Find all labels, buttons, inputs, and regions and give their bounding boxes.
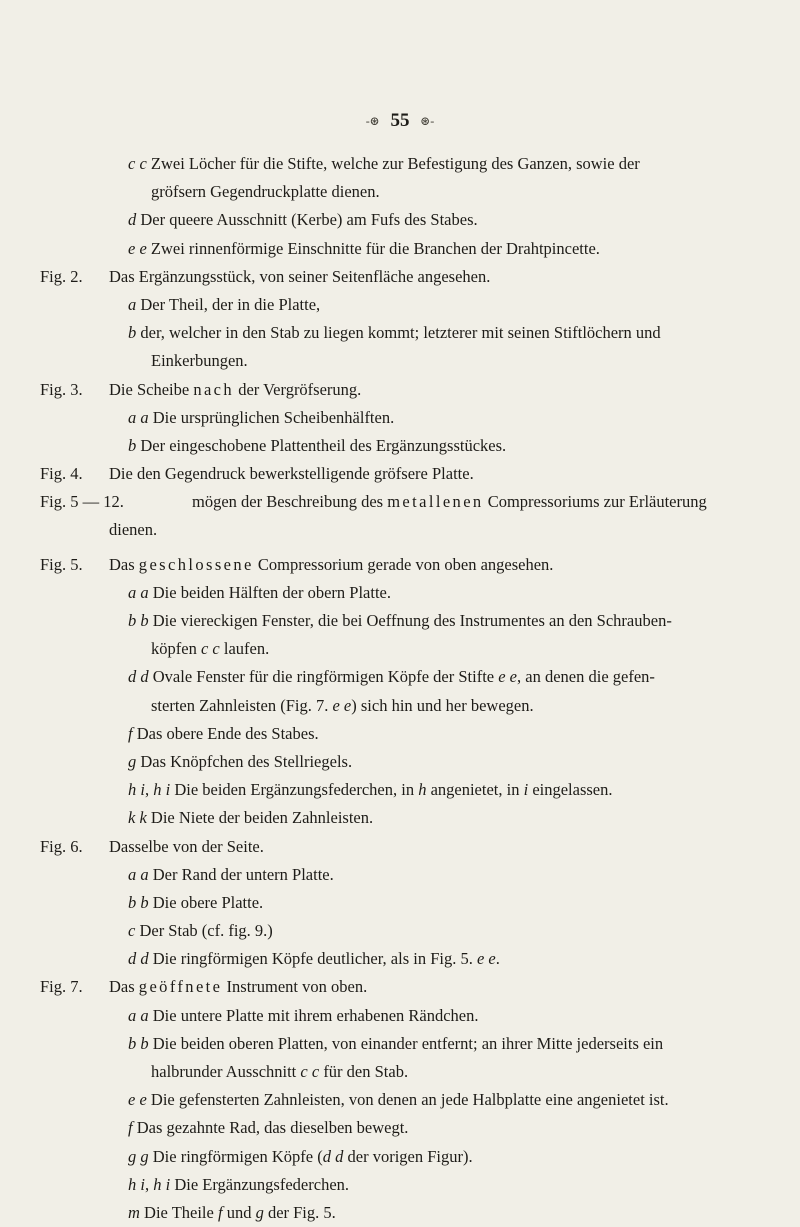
text-run: Das obere Ende des Stabes. (132, 723, 319, 743)
text-line (0, 579, 800, 607)
line-text (128, 1114, 408, 1142)
text-line (0, 516, 800, 544)
line-text (128, 1171, 349, 1199)
text-run: Die ringförmigen Köpfe deutlicher, als in Fig. 5. (148, 949, 477, 969)
line-text (128, 945, 500, 973)
reference-letter: b (128, 323, 137, 343)
line-text (128, 776, 613, 804)
text-run: Das (109, 554, 139, 574)
text-line (0, 1199, 800, 1227)
text-run: Der eingeschobene Plattentheil des Ergänzungsstückes. (136, 435, 507, 455)
line-text (192, 488, 707, 516)
text-line (0, 404, 800, 432)
line-text (128, 720, 319, 748)
reference-letter: b (128, 435, 137, 455)
reference-letter: e e (332, 695, 352, 715)
text-run: Instrument von oben. (222, 977, 368, 997)
line-text (128, 1086, 669, 1114)
line-text (109, 263, 490, 291)
line-text (128, 235, 600, 263)
line-text (151, 635, 269, 663)
page-header (0, 110, 800, 132)
text-run: Die beiden oberen Platten, von einander entfernt; an ihrer Mitte jederseits ein (148, 1033, 664, 1053)
text-line (0, 1058, 800, 1086)
text-run: Compressorium gerade von oben angesehen. (253, 554, 554, 574)
line-text (151, 1058, 408, 1086)
text-run: Die den Gegendruck bewerkstelligende gröfsere Platte. (109, 464, 474, 484)
text-run: ) sich hin und her bewegen. (351, 695, 534, 715)
text-line (0, 1002, 800, 1030)
text-run: Die Scheibe (109, 379, 194, 399)
line-text (128, 917, 273, 945)
reference-letter: h i (128, 1174, 145, 1194)
line-text (109, 516, 157, 544)
reference-letter: d d (128, 667, 149, 687)
text-run: dienen. (109, 520, 158, 540)
line-text (128, 291, 320, 319)
text-run: Compressoriums zur Erläuterung (483, 492, 707, 512)
reference-letter: c (128, 921, 136, 941)
text-line (0, 347, 800, 375)
reference-letter: e e (128, 238, 147, 258)
line-text (128, 1002, 479, 1030)
text-run: Die obere Platte. (148, 892, 264, 912)
reference-letter: a a (128, 864, 149, 884)
reference-letter: h i (128, 780, 145, 800)
reference-letter: g (255, 1202, 264, 1222)
text-run: Der Rand der untern Platte. (148, 864, 334, 884)
line-text (128, 748, 352, 776)
line-text (109, 973, 367, 1001)
reference-letter: h i (153, 780, 171, 800)
reference-letter: h (418, 780, 427, 800)
reference-letter: m (128, 1202, 140, 1222)
text-run: Die untere Platte mit ihrem erhabenen Rändchen. (148, 1005, 479, 1025)
text-line (0, 833, 800, 861)
reference-letter: c c (300, 1062, 320, 1081)
text-run: Der Theil, der in die Platte, (136, 294, 321, 314)
text-run: der vorigen Figur). (343, 1146, 473, 1166)
text-line (0, 917, 800, 945)
line-text (128, 404, 394, 432)
text-line (0, 376, 800, 404)
text-run: Die beiden Ergänzungsfederchen, in (170, 780, 419, 800)
reference-letter: g g (128, 1146, 149, 1166)
line-text (128, 432, 506, 460)
line-text (128, 1030, 663, 1058)
line-text (128, 206, 478, 234)
text-line (0, 1030, 800, 1058)
text-run: Die ringförmigen Köpfe ( (148, 1146, 323, 1166)
reference-letter: a (128, 294, 137, 314)
text-run: Die Niete der beiden Zahnleisten. (146, 808, 374, 828)
reference-letter: f (128, 723, 133, 743)
line-text (128, 607, 672, 635)
text-line (0, 319, 800, 347)
text-line (0, 1143, 800, 1171)
reference-letter: b b (128, 1033, 149, 1053)
text-line (0, 748, 800, 776)
text-run: laufen. (219, 639, 270, 659)
page-number: 55 (390, 110, 410, 131)
text-run: Das gezahnte Rad, das dieselben bewegt. (132, 1118, 409, 1138)
text-line (0, 1114, 800, 1142)
text-run: . (495, 949, 500, 969)
text-run: Die ursprünglichen Scheibenhälften. (148, 407, 395, 427)
text-run: eingelassen. (528, 780, 613, 800)
reference-letter: h i (153, 1174, 171, 1194)
text-line (0, 291, 800, 319)
reference-letter: g (128, 751, 137, 771)
figure-label: Fig. 5. (40, 554, 83, 574)
text-line (0, 635, 800, 663)
spaced-emphasis: metallenen (387, 492, 484, 512)
text-run: mögen der Beschreibung des (192, 492, 388, 512)
text-run: halbrunder Ausschnitt (151, 1062, 301, 1081)
spaced-emphasis: geöffnete (138, 977, 223, 997)
line-text (128, 889, 263, 917)
text-run: Einkerbungen. (151, 351, 248, 371)
reference-letter: a a (128, 407, 149, 427)
line-text (109, 551, 553, 579)
text-run: Ovale Fenster für die ringförmigen Köpfe der Stifte (148, 667, 499, 687)
text-line (0, 663, 800, 691)
text-run: Die Theile (139, 1202, 218, 1222)
reference-letter: i (523, 780, 529, 800)
line-text (128, 804, 373, 832)
text-run: sterten Zahnleisten (Fig. 7. (151, 695, 333, 715)
text-line (0, 776, 800, 804)
figure-label: Fig. 5 — 12. (40, 492, 124, 512)
reference-letter: d d (128, 949, 149, 969)
text-run: köpfen (151, 639, 201, 659)
figure-label: Fig. 6. (40, 836, 83, 856)
text-line (0, 692, 800, 720)
text-line (0, 488, 800, 516)
line-text (109, 460, 474, 488)
text-line (0, 804, 800, 832)
spaced-emphasis: geschlossene (138, 554, 254, 574)
text-line (0, 1171, 800, 1199)
text-run: Die Ergänzungsfederchen. (170, 1174, 350, 1194)
text-run: gröfsern Gegendruckplatte dienen. (151, 182, 380, 202)
text-run: angenietet, in (426, 780, 524, 800)
text-line (0, 551, 800, 579)
reference-letter: d (128, 210, 137, 230)
text-line (0, 945, 800, 973)
text-line (0, 150, 800, 178)
text-line (0, 973, 800, 1001)
figure-label: Fig. 3. (40, 379, 83, 399)
line-text (128, 1199, 336, 1227)
text-run: Zwei Löcher für die Stifte, welche zur Befestigung des Ganzen, sowie der (146, 154, 640, 173)
text-run: Zwei rinnenförmige Einschnitte für die Branchen der Drahtpincette. (146, 238, 600, 258)
text-run: Das (109, 977, 139, 997)
text-run: der Vergröfserung. (234, 379, 362, 399)
reference-letter: c c (128, 154, 147, 173)
text-line (0, 607, 800, 635)
figure-label: Fig. 7. (40, 977, 83, 997)
text-line (0, 1086, 800, 1114)
reference-letter: b b (128, 892, 149, 912)
text-run: und (222, 1202, 256, 1222)
reference-letter: d d (322, 1146, 344, 1166)
text-line (0, 178, 800, 206)
text-line (0, 235, 800, 263)
reference-letter: e e (128, 1090, 147, 1110)
text-run: , (144, 780, 154, 800)
text-run: Der queere Ausschnitt (Kerbe) am Fufs des Stabes. (136, 210, 478, 230)
text-run: Das Ergänzungsstück, von seiner Seitenfläche angesehen. (109, 266, 491, 286)
text-run: Dasselbe von der Seite. (109, 836, 264, 856)
text-run: , an denen die gefen- (517, 667, 655, 687)
ornament-left-icon: -⊛ (365, 114, 380, 129)
line-text (128, 150, 640, 178)
figure-label: Fig. 4. (40, 464, 83, 484)
text-run: Der Stab (cf. fig. 9.) (135, 921, 273, 941)
text-line (0, 861, 800, 889)
reference-letter: a a (128, 582, 149, 602)
text-run: für den Stab. (319, 1062, 409, 1081)
reference-letter: c c (200, 639, 220, 659)
line-text (128, 319, 661, 347)
line-text (151, 347, 248, 375)
text-line (0, 206, 800, 234)
line-text (151, 178, 380, 206)
line-text (109, 376, 361, 404)
text-run: Die beiden Hälften der obern Platte. (148, 582, 391, 602)
reference-letter: a a (128, 1005, 149, 1025)
figure-label: Fig. 2. (40, 266, 83, 286)
text-run: der Fig. 5. (263, 1202, 336, 1222)
text-line (0, 460, 800, 488)
text-run: Die viereckigen Fenster, die bei Oeffnung des Instrumentes an den Schrauben- (148, 611, 672, 630)
line-text (128, 663, 655, 691)
text-run: der, welcher in den Stab zu liegen kommt; letzterer mit seinen Stiftlöchern und (136, 323, 661, 343)
figure-legend-text (0, 150, 800, 1227)
reference-letter: f (217, 1202, 223, 1222)
reference-letter: b b (128, 611, 149, 630)
reference-letter: k k (128, 808, 147, 828)
text-line (0, 889, 800, 917)
text-run: , (144, 1174, 154, 1194)
text-line (0, 432, 800, 460)
line-text (109, 833, 264, 861)
spaced-emphasis: nach (193, 379, 235, 399)
ornament-right-icon: ⊛- (420, 114, 435, 129)
text-run: Das Knöpfchen des Stellriegels. (136, 751, 353, 771)
line-text (128, 1143, 473, 1171)
reference-letter: e e (498, 667, 518, 687)
reference-letter: f (128, 1118, 133, 1138)
reference-letter: e e (476, 949, 496, 969)
text-run: Die gefensterten Zahnleisten, von denen an jede Halbplatte eine angenietet ist. (146, 1090, 669, 1110)
line-text (128, 579, 391, 607)
line-text (128, 861, 334, 889)
line-text (151, 692, 534, 720)
text-line (0, 720, 800, 748)
text-line (0, 263, 800, 291)
